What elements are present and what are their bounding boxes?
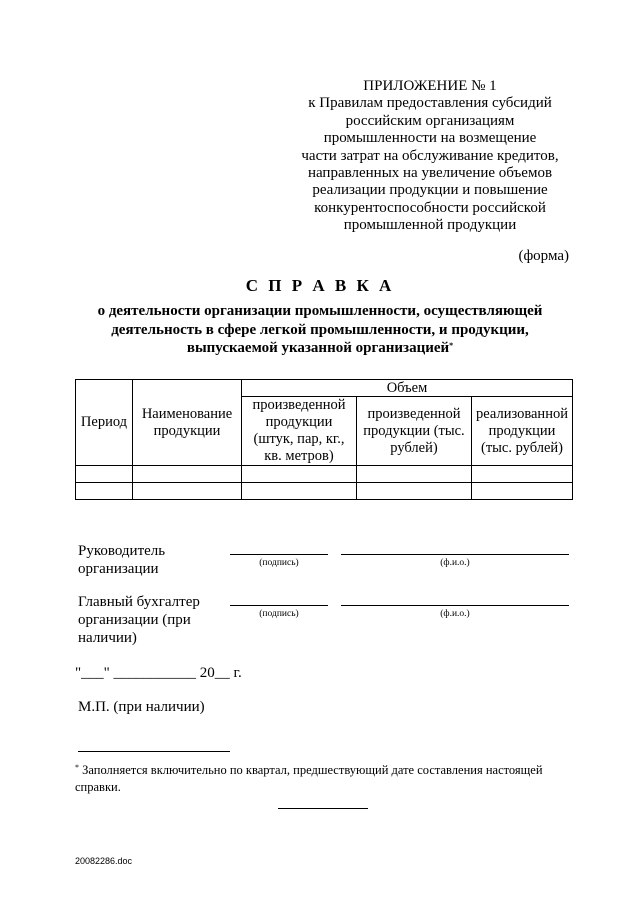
subtitle-line: выпускаемой указанной организацией* xyxy=(186,340,454,356)
head-signature-hint: (подпись) xyxy=(259,558,299,568)
appendix-line: промышленности на возмещение xyxy=(323,130,537,147)
subtitle-line: деятельность в сфере легкой промышленности, и продукции, xyxy=(111,321,529,338)
accountant-name-hint: (ф.и.о.) xyxy=(440,609,470,619)
table-cell[interactable] xyxy=(472,466,573,483)
header-sold-rub: реализованной продукции (тыс. рублей) xyxy=(472,397,573,466)
stamp-placeholder: М.П. (при наличии) xyxy=(78,699,205,715)
appendix-line: реализации продукции и повышение xyxy=(312,182,548,199)
table-cell[interactable] xyxy=(76,466,133,483)
appendix-header xyxy=(292,78,568,235)
table-cell[interactable] xyxy=(472,483,573,500)
accountant-name-line[interactable] xyxy=(341,605,569,606)
header-product-name: Наименование продукции xyxy=(133,380,242,466)
document-id: 20082286.doc xyxy=(75,856,133,866)
appendix-line: к Правилам предоставления субсидий xyxy=(308,95,552,112)
document-title: С П Р А В К А xyxy=(245,276,395,295)
table-cell[interactable] xyxy=(242,483,357,500)
appendix-title: ПРИЛОЖЕНИЕ № 1 xyxy=(363,78,497,94)
header-produced-rub: произведенной продукции (тыс. рублей) xyxy=(357,397,472,466)
head-signature-line[interactable] xyxy=(230,554,328,555)
end-separator xyxy=(278,808,368,809)
footnote xyxy=(75,762,575,796)
head-name-line[interactable] xyxy=(341,554,569,555)
subtitle-line: о деятельности организации промышленности, осуществляющей xyxy=(97,303,543,319)
table-cell[interactable] xyxy=(242,466,357,483)
accountant-signature-line[interactable] xyxy=(230,605,328,606)
appendix-line: промышленной продукции xyxy=(343,217,517,234)
head-label: Руководитель организации xyxy=(78,543,166,577)
head-name-hint: (ф.и.о.) xyxy=(440,558,470,568)
table-cell[interactable] xyxy=(357,466,472,483)
table-cell[interactable] xyxy=(76,483,133,500)
header-period: Период xyxy=(76,380,133,466)
production-table xyxy=(75,379,573,500)
header-produced-units: произведенной продукции (штук, пар, кг., кв. метров) xyxy=(242,397,357,466)
table-cell[interactable] xyxy=(133,466,242,483)
appendix-line: российским организациям xyxy=(345,112,515,129)
appendix-line: конкурентоспособности российской xyxy=(314,199,546,216)
date-line[interactable]: "___" ___________ 20__ г. xyxy=(75,665,242,681)
appendix-line: направленных на увеличение объемов xyxy=(307,165,553,182)
accountant-signature-hint: (подпись) xyxy=(259,609,299,619)
table-row xyxy=(76,466,573,483)
accountant-label: Главный бухгалтер организации (при наличии) xyxy=(78,594,200,646)
table-row xyxy=(76,483,573,500)
table-cell[interactable] xyxy=(133,483,242,500)
table-cell[interactable] xyxy=(357,483,472,500)
form-label: (форма) xyxy=(518,248,569,264)
footnote-marker: * xyxy=(449,341,454,350)
footnote-separator xyxy=(78,751,230,752)
appendix-line: части затрат на обслуживание кредитов, xyxy=(301,147,559,164)
header-volume: Объем xyxy=(242,380,573,397)
document-subtitle xyxy=(60,302,580,358)
footnote-marker: * xyxy=(75,763,79,772)
footnote-text: Заполняется включительно по квартал, предшествующий дате составления настоящей справки. xyxy=(75,763,543,794)
